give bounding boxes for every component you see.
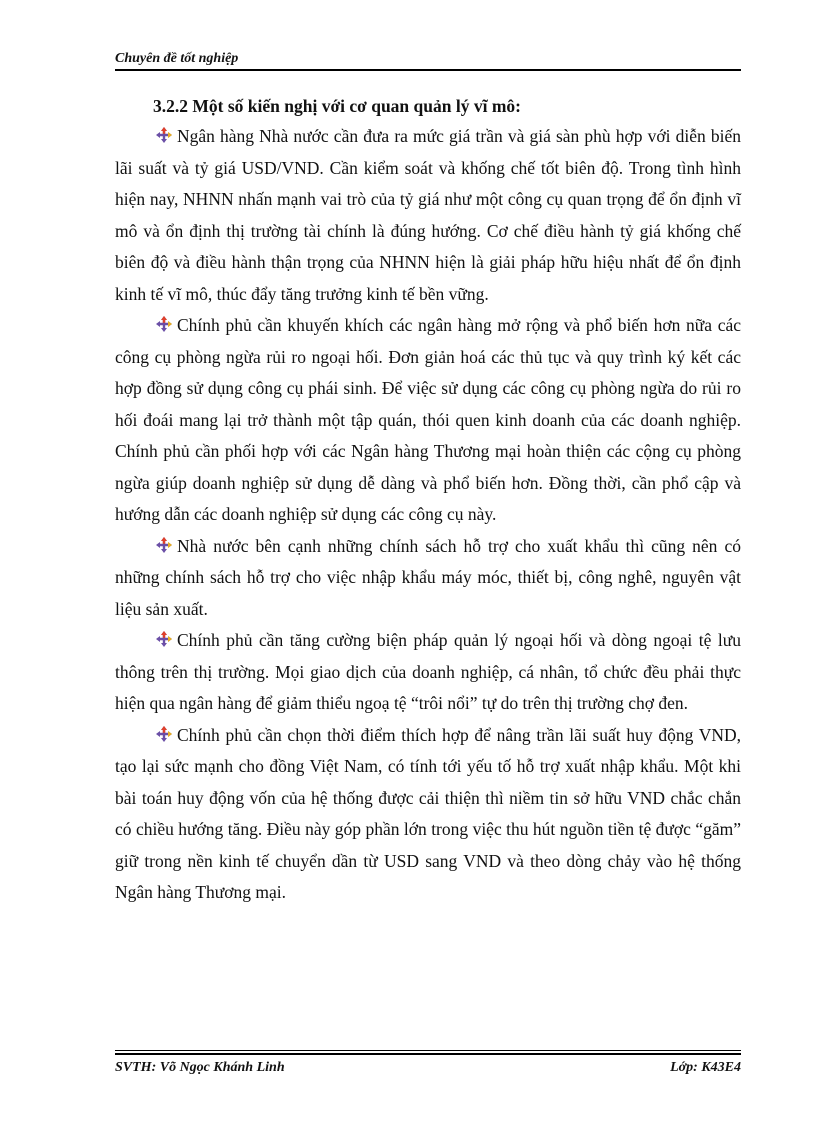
four-arrows-cross-icon	[155, 722, 173, 740]
bullet-paragraph	[115, 625, 741, 720]
header-rule	[115, 69, 741, 71]
header-title: Chuyên đề tốt nghiệp	[115, 51, 239, 66]
footer-row	[115, 1058, 741, 1078]
paragraph-text: Ngân hàng Nhà nước cần đưa ra mức giá trần và giá sàn phù hợp với diễn biến lãi suất và tỷ giá USD/VND. Cần kiểm soát và khống chế tốt biên độ. Trong tình hình hiện nay, NHNN nhấn mạnh vai trò của tỷ giá như một công cụ quan trọng để ổn định vĩ mô và ổn định thị trường tài chính là đúng hướng. Cơ chế điều hành tỷ giá khống chế biên độ và điều hành thận trọng của NHNN hiện là giải pháp hữu hiệu nhất để ổn định kinh tế vĩ mô, thúc đẩy tăng trưởng kinh tế bền vững.	[115, 126, 741, 304]
page-footer	[115, 1050, 741, 1078]
four-arrows-cross-icon	[155, 533, 173, 551]
paragraph-list	[115, 121, 741, 909]
page-content	[115, 91, 741, 909]
bullet-paragraph	[115, 121, 741, 310]
bullet-paragraph	[115, 310, 741, 531]
footer-rule-double	[115, 1053, 741, 1055]
footer-author: SVTH: Võ Ngọc Khánh Linh	[115, 1060, 285, 1075]
footer-rule	[115, 1050, 741, 1051]
bullet-paragraph	[115, 720, 741, 909]
paragraph-text: Nhà nước bên cạnh những chính sách hỗ trợ cho xuất khẩu thì cũng nên có những chính sách hỗ trợ cho việc nhập khẩu máy móc, thiết bị, công nghê, nguyên vật liệu sản xuất.	[115, 535, 741, 619]
four-arrows-cross-icon	[155, 627, 173, 645]
bullet-paragraph	[115, 531, 741, 626]
footer-class: Lớp: K43E4	[670, 1060, 741, 1075]
section-title: 3.2.2 Một số kiến nghị với cơ quan quản lý vĩ mô:	[153, 96, 521, 116]
page-header	[115, 50, 741, 71]
paragraph-text: Chính phủ cần khuyến khích các ngân hàng mở rộng và phổ biến hơn nữa các công cụ phòng ngừa rủi ro ngoại hối. Đơn giản hoá các thủ tục và quy trình ký kết các hợp đồng sử dụng công cụ phái sinh. Để việc sử dụng các công cụ phòng ngừa do rủi ro hối đoái mang lại trở thành một tập quán, thói quen kinh doanh của các doanh nghiệp. Chính phủ cần phối hợp với các Ngân hàng Thương mại hoàn thiện các cộng cụ phòng ngừa giúp doanh nghiệp sử dụng dễ dàng và phổ biến hơn. Đồng thời, cần phổ cập và hướng dẫn các doanh nghiệp sử dụng các công cụ này.	[115, 315, 741, 524]
four-arrows-cross-icon	[155, 312, 173, 330]
four-arrows-cross-icon	[155, 123, 173, 141]
paragraph-text: Chính phủ cần chọn thời điểm thích hợp để nâng trần lãi suất huy động VND, tạo lại sức mạnh cho đồng Việt Nam, có tính tới yếu tố hỗ trợ xuất nhập khẩu. Một khi bài toán huy động vốn của hệ thống được cải thiện thì niềm tin sở hữu VND chắc chắn có chiều hướng tăng. Điều này góp phần lớn trong việc thu hút nguồn tiền tệ được “găm” giữ trong nền kinh tế chuyển dần từ USD sang VND và theo dòng chảy vào hệ thống Ngân hàng Thương mại.	[115, 724, 741, 902]
paragraph-text: Chính phủ cần tăng cường biện pháp quản lý ngoại hối và dòng ngoại tệ lưu thông trên thị trường. Mọi giao dịch của doanh nghiệp, cá nhân, tổ chức đều phải thực hiện qua ngân hàng để giảm thiểu ngoạ tệ “trôi nổi” tự do trên thị trường chợ đen.	[115, 630, 741, 713]
